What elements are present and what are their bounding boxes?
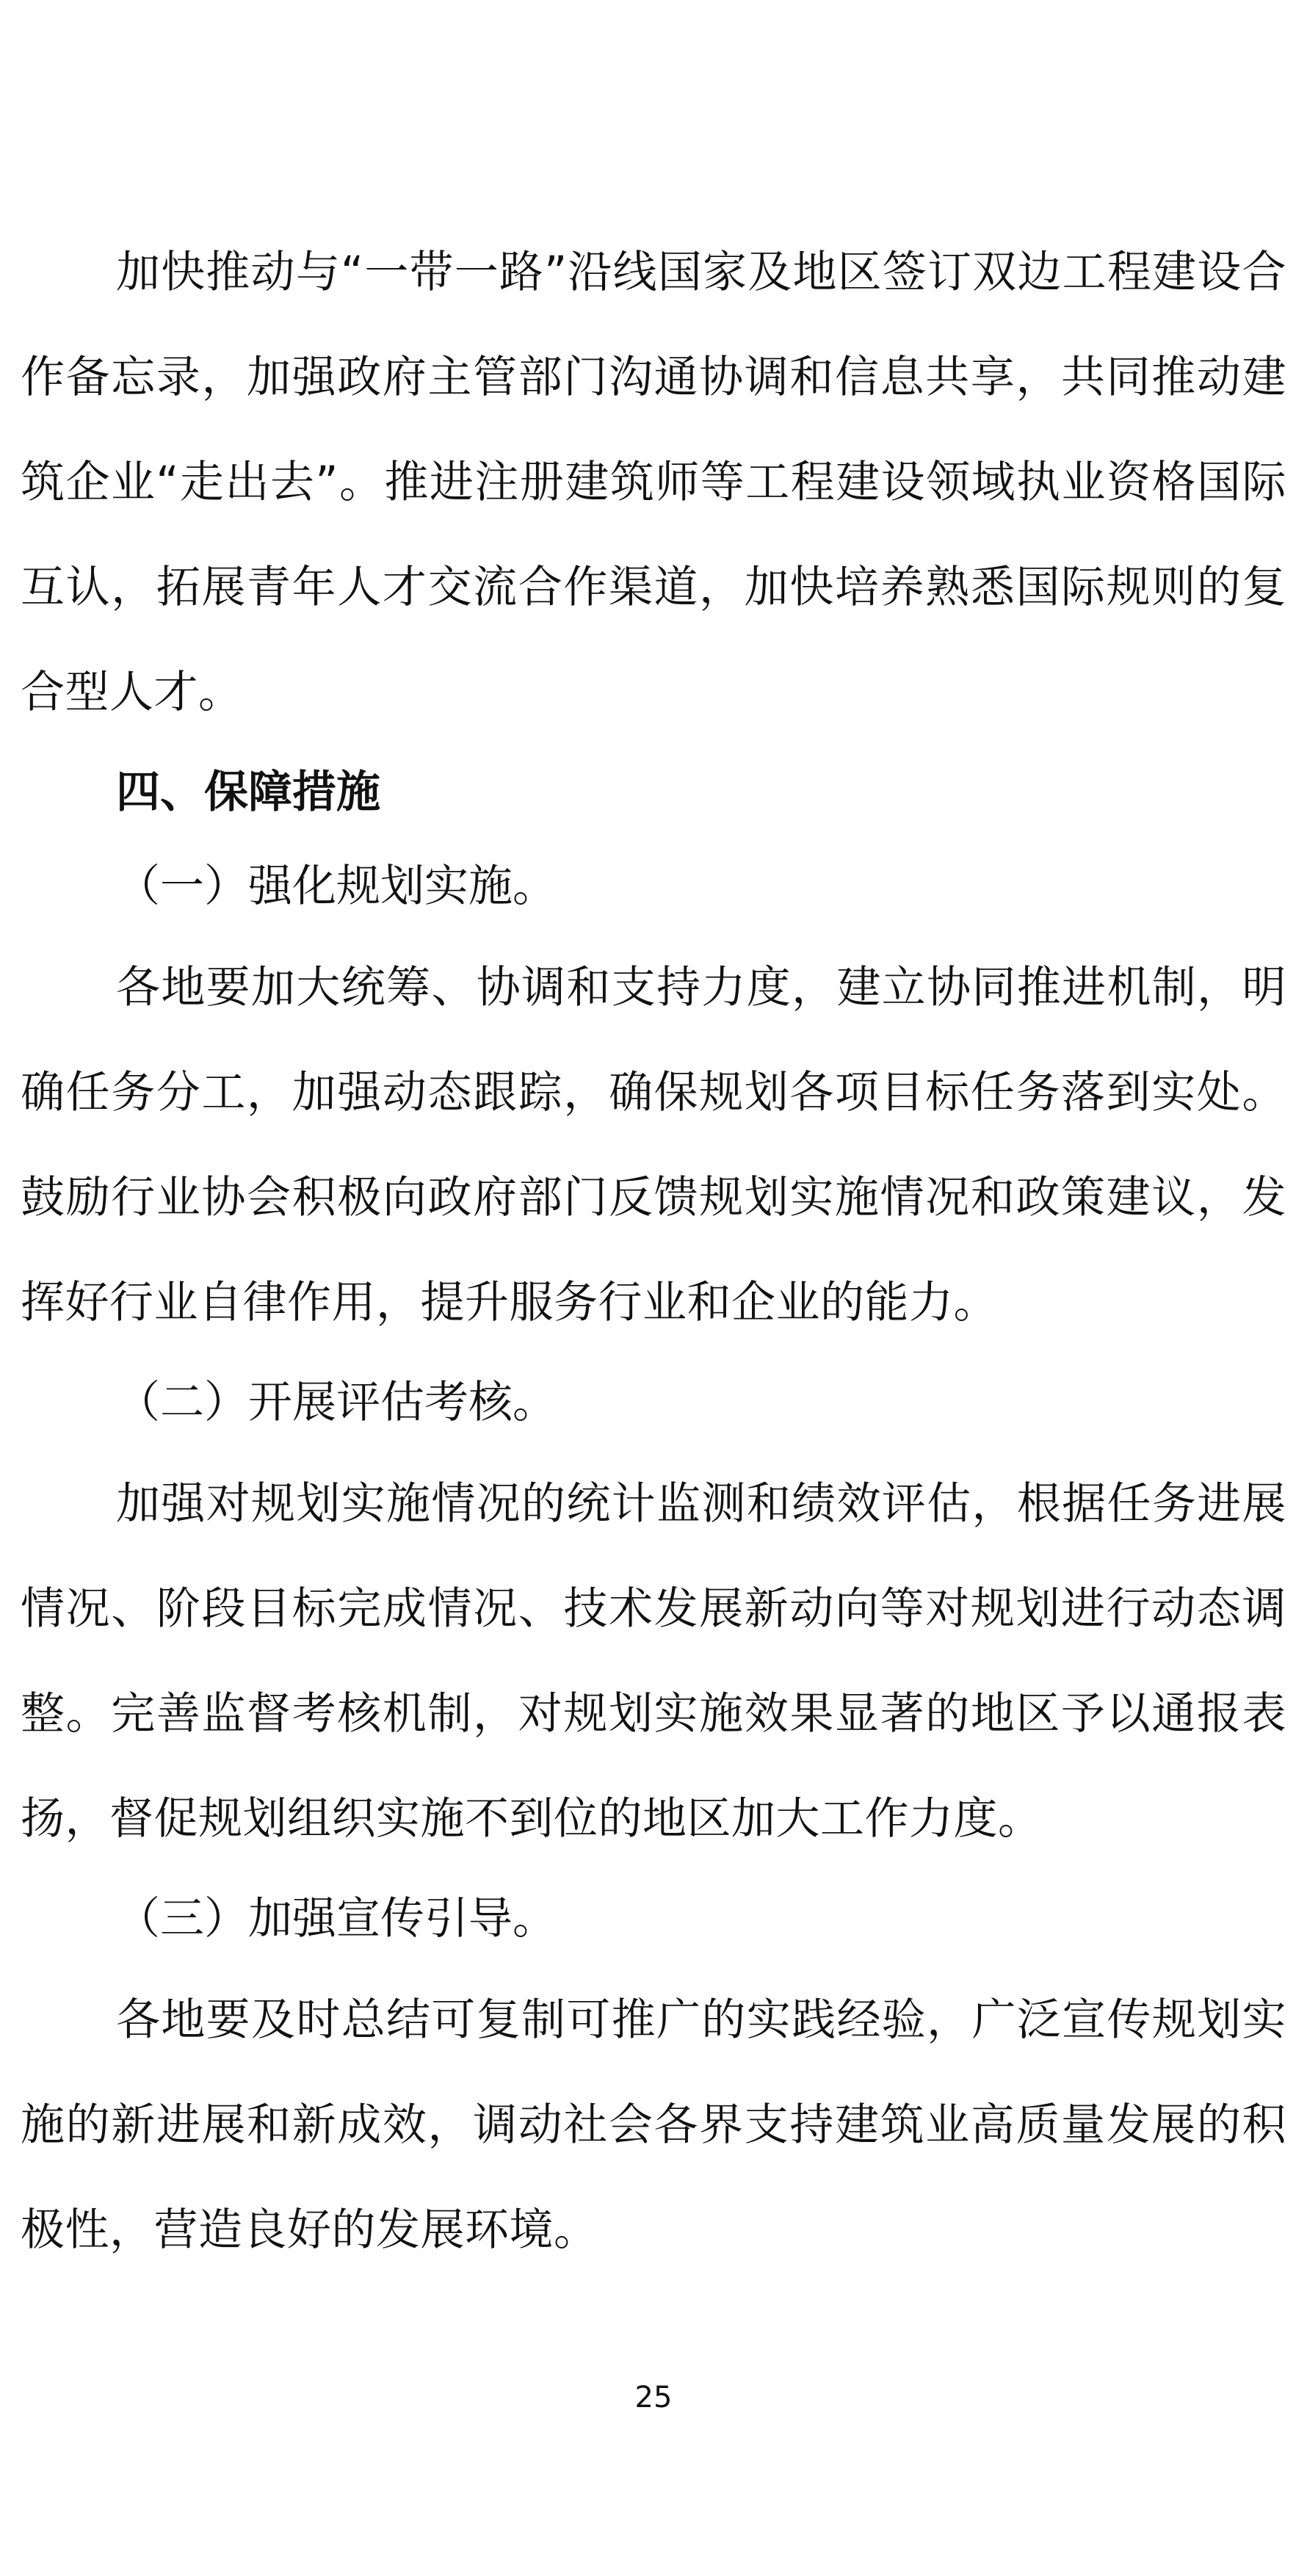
subsection-body-2: 加强对规划实施情况的统计监测和绩效评估，根据任务进展情况、阶段目标完成情况、技术发展新动向等对规划进行动态调整。完善监督考核机制，对规划实施效果显著的地区予以通报表扬，督促规划组织实施不到位的地区加大工作力度。 — [21, 1478, 1286, 1845]
subsection-heading-1: （一）强化规划实施。 — [116, 861, 557, 912]
section-heading: 四、保障措施 — [116, 767, 380, 818]
subsection-heading-3: （三）加强宣传引导。 — [116, 1893, 557, 1944]
subsection-body-1: 各地要加大统筹、协调和支持力度，建立协同推进机制，明确任务分工，加强动态跟踪，确保规划各项目标任务落到实处。鼓励行业协会积极向政府部门反馈规划实施情况和政策建议，发挥好行业自律作用，提升服务行业和企业的能力。 — [21, 962, 1286, 1328]
document-body — [21, 220, 1286, 2287]
page-number: 25 — [634, 2381, 673, 2414]
subsection-heading-2: （二）开展评估考核。 — [116, 1377, 557, 1428]
intro-paragraph: 加快推动与“一带一路”沿线国家及地区签订双边工程建设合作备忘录，加强政府主管部门沟通协调和信息共享，共同推动建筑企业“走出去”。推进注册建筑师等工程建设领域执业资格国际互认，拓展青年人才交流合作渠道，加快培养熟悉国际规则的复合型人才。 — [21, 247, 1286, 718]
subsection-body-3: 各地要及时总结可复制可推广的实践经验，广泛宣传规划实施的新进展和新成效，调动社会各界支持建筑业高质量发展的积极性，营造良好的发展环境。 — [21, 1994, 1286, 2256]
